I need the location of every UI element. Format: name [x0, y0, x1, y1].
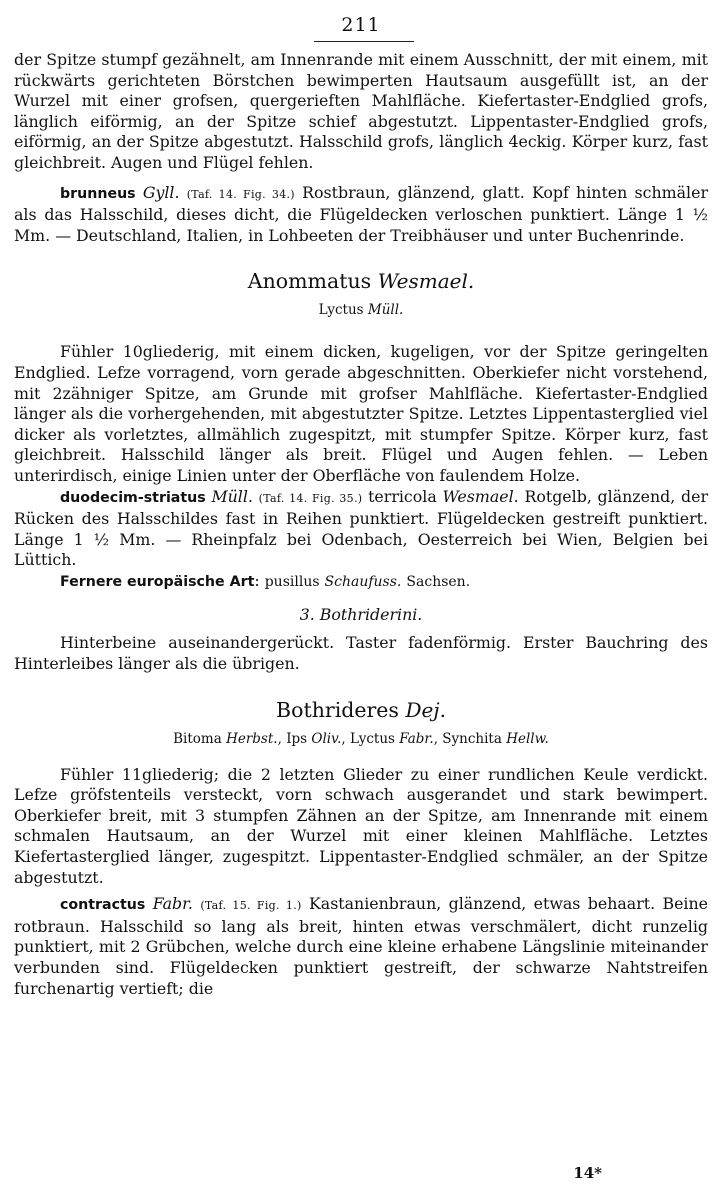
species-author: Schaufuss. — [324, 573, 402, 590]
further-species-line — [14, 571, 708, 593]
synonym-name: terricola — [368, 486, 437, 506]
synonym-author: Müll. — [367, 302, 404, 319]
genus-heading-anommatus — [14, 268, 708, 294]
plate-reference: (Taf. 15. Fig. 1.) — [200, 899, 302, 913]
species-name: brunneus — [60, 185, 136, 202]
genus-name: Bothrideres — [276, 697, 399, 722]
signature-mark: 14* — [573, 1164, 602, 1182]
species-name: duodecim-striatus — [60, 489, 206, 506]
synonym-item: Synchita Hellw. — [442, 730, 549, 747]
plate-reference: (Taf. 14. Fig. 34.) — [186, 187, 295, 201]
species-locality: Sachsen. — [406, 573, 471, 590]
species-entry-contractus — [14, 894, 708, 999]
plate-reference: (Taf. 14. Fig. 35.) — [258, 491, 363, 505]
genus-synonyms — [14, 729, 708, 749]
species-description: Rostbraun, glänzend, glatt. Kopf hinten schmäler als das Halsschild, dieses dicht, die Flügeldecken verloschen punktiert. Länge 1 ½ Mm. — Deutschland, Italien, in Lohbeeten der Treibhäuser und unter Buchenrinde. — [14, 182, 708, 245]
synonym-name: Lyctus — [318, 302, 364, 319]
species-description: Kastanienbraun, glänzend, etwas behaart. Beine rotbraun. Halsschild so lang als breit, hinten etwas verschmälert, dicht runzelig punktiert, mit 2 Grübchen, welche durch eine kleine erhabene Längslinie miteinander verbunden sind. Flügeldecken punktiert gestreift, der schwarze Nahtstreifen furchenartig vertieft; die — [14, 894, 708, 998]
genus-heading-bothrideres — [14, 697, 708, 723]
genus-author: Dej. — [405, 697, 446, 722]
species-name: pusillus — [264, 573, 320, 590]
synonym-item: Bitoma Herbst., — [173, 730, 287, 747]
species-description: Rotgelb, glänzend, der Rücken des Halsschildes fast in Reihen punktiert. Flügeldecken gestreift punktiert. Länge 1 ½ Mm. — Rheinpfalz bei Odenbach, Oesterreich bei Wien, Belgien bei Lüttich. — [14, 486, 708, 570]
genus-description-bothrideres: Fühler 11gliederig; die 2 letzten Glieder zu einer rundlichen Keule verdickt. Lefze gröfstenteils versteckt, vorn schwach ausgerandet und stark bewimpert. Oberkiefer breit, mit 3 stumpfen Zähnen an der Spitze, am Innenrande mit einem schmalen Hautsaum, an der Wurzel mit einer kleinen Mahlfläche. Letztes Kiefertasterglied länger, zugespitzt. Lippentaster-Endglied schmäler, an der Spitze abgestutzt. — [14, 764, 708, 887]
species-author: Fabr. — [152, 894, 193, 914]
genus-description-anommatus: Fühler 10gliederig, mit einem dicken, kugeligen, vor der Spitze geringelten Endglied. Lefze vorragend, vorn gerade abgeschnitten. Oberkiefer nicht vorstehend, mit 2zähniger Spitze, am Grunde mit grofser Mahlfläche. Kiefertaster-Endglied länger als die vorhergehenden, mit abgestutzter Spitze. Letztes Lippentasterglied viel dicker als vorletztes, allmählich zugespitzt, mit stumpfer Spitze. Körper kurz, fast gleichbreit. Halsschild länger als breit. Flügel und Augen fehlen. — Leben unterirdisch, einige Linien unter der Oberfläche von faulendem Holze. — [14, 342, 708, 485]
tribe-heading: 3. Bothriderini. — [299, 605, 423, 625]
page-number: 211 — [341, 14, 381, 36]
synonym-item: Lyctus Fabr., — [350, 730, 443, 747]
species-entry-duodecim-striatus — [14, 487, 708, 571]
species-author: Müll. — [211, 486, 253, 506]
label-colon: : — [254, 570, 260, 590]
synonym-item: Ips Oliv., — [286, 730, 351, 747]
synonym-author: Wesmael. — [442, 486, 519, 506]
tribe-description: Hinterbeine auseinandergerückt. Taster fadenförmig. Erster Bauchring des Hinterleibes länger als die übrigen. — [14, 633, 708, 674]
genus-author: Wesmael. — [377, 269, 475, 294]
header-rule — [314, 41, 414, 42]
species-author: Gyll. — [142, 182, 180, 202]
species-name: contractus — [60, 897, 146, 914]
genus-name: Anommatus — [247, 269, 372, 294]
species-entry-brunneus — [14, 183, 708, 247]
further-species-label: Fernere europäische Art — [60, 573, 255, 590]
paragraph-genus-description-continued: der Spitze stumpf gezähnelt, am Innenrande mit einem Ausschnitt, der mit einem, mit rückwärts gerichteten Börstchen bewimperten Hautsaum ausgefüllt ist, an der Wurzel mit einer grofsen, quergerieften Mahlfläche. Kiefertaster-Endglied grofs, länglich eiförmig, an der Spitze schief abgestutzt. Lippentaster-Endglied grofs, eiförmig, an der Spitze abgestutzt. Halsschild grofs, länglich 4eckig. Körper kurz, fast gleichbreit. Augen und Flügel fehlen. — [14, 50, 708, 172]
genus-synonym — [14, 300, 708, 320]
